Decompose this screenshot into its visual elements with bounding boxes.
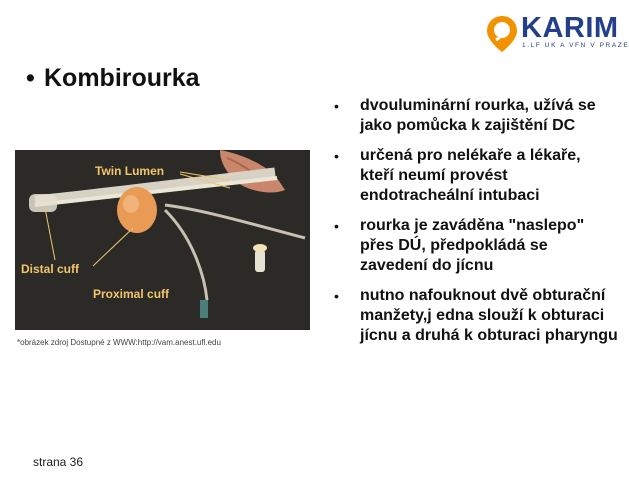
karim-logo [485, 12, 629, 54]
logo-subtitle: 1.LF UK A VFN V PRAZE [522, 42, 629, 49]
bullet-list [328, 96, 618, 356]
bullet-item: • nutno nafouknout dvě obturační manžety,j edna slouží k obturaci jícnu a druhá k obturaci pharyngu [328, 286, 618, 346]
combitube-photo [15, 150, 310, 330]
slide-title [26, 64, 200, 93]
combitube-image [15, 150, 310, 330]
page-number: strana 36 [33, 455, 84, 469]
bullet-item: • rourka je zaváděna "naslepo" přes DÚ, předpokládá se zavedení do jícnu [328, 216, 618, 276]
title-bullet: • [26, 64, 35, 92]
label-twin-lumen: Twin Lumen [95, 164, 165, 178]
location-pin-icon [485, 14, 519, 54]
label-proximal-cuff: Proximal cuff [93, 287, 170, 301]
slide-title-text: Kombirourka [44, 64, 200, 92]
bullet-item: • určená pro nelékaře a lékaře, kteří neumí provést endotracheální intubaci [328, 146, 618, 206]
image-caption: *obrázek zdroj Dostupné z WWW:http://vam.anest.ufl.edu [17, 338, 221, 347]
label-distal-cuff: Distal cuff [21, 262, 80, 276]
logo-wordmark: KARIM [521, 12, 619, 44]
bullet-item: • dvouluminární rourka, užívá se jako pomůcka k zajištění DC [328, 96, 618, 136]
